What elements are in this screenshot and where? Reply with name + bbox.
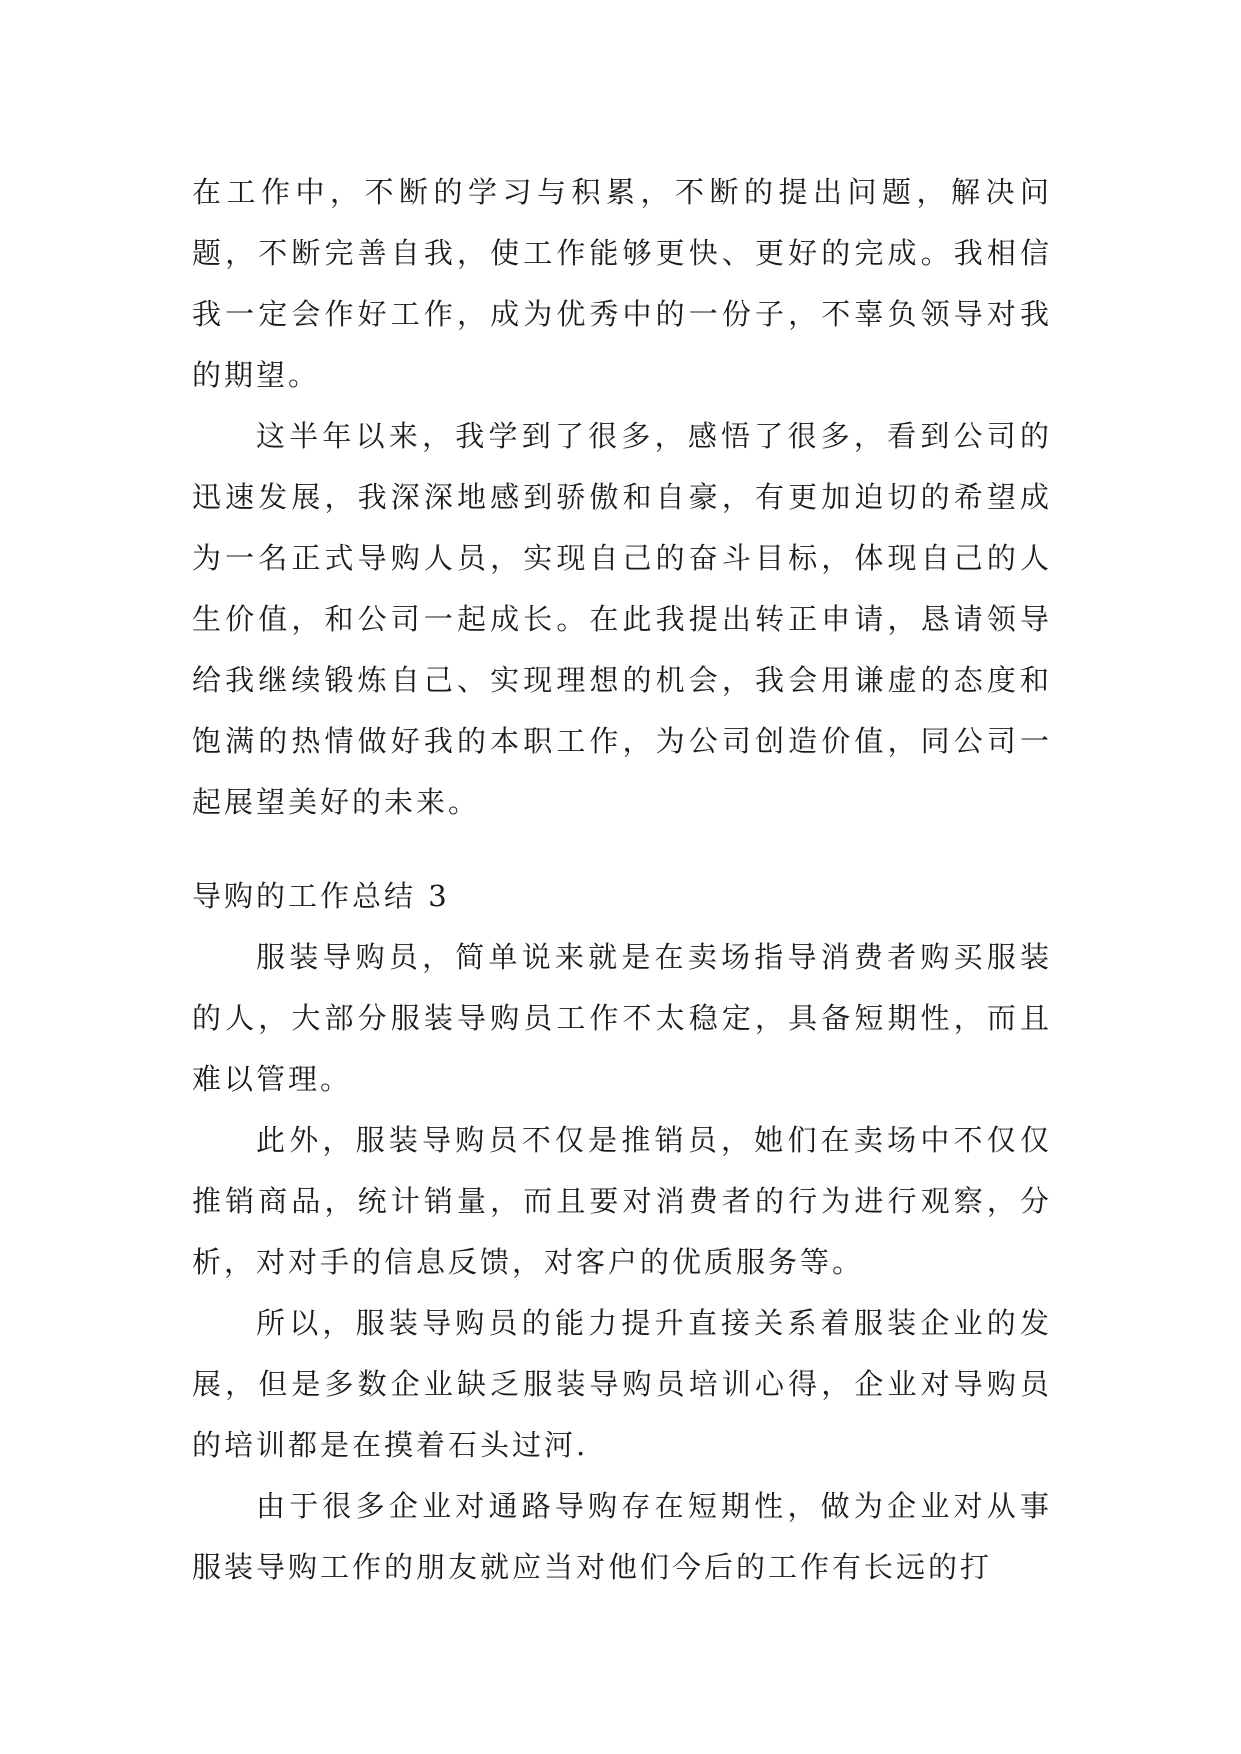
paragraph-definition: 服装导购员，简单说来就是在卖场指导消费者购买服装的人，大部分服装导购员工作不太稳定，具备短期性，而且难以管理。 bbox=[192, 940, 1052, 1096]
document-page bbox=[192, 162, 1052, 1598]
paragraph-long-term: 由于很多企业对通路导购存在短期性，做为企业对从事服装导购工作的朋友就应当对他们今后的工作有长远的打 bbox=[192, 1489, 1052, 1584]
paragraph-duties: 此外，服装导购员不仅是推销员，她们在卖场中不仅仅推销商品，统计销量，而且要对消费者的行为进行观察，分析，对对手的信息反馈，对客户的优质服务等。 bbox=[192, 1123, 1052, 1279]
paragraph-capability: 所以，服装导购员的能力提升直接关系着服装企业的发展，但是多数企业缺乏服装导购员培训心得，企业对导购员的培训都是在摸着石头过河. bbox=[192, 1306, 1052, 1462]
paragraph-half-year-summary: 这半年以来，我学到了很多，感悟了很多，看到公司的迅速发展，我深深地感到骄傲和自豪，有更加迫切的希望成为一名正式导购人员，实现自己的奋斗目标，体现自己的人生价值，和公司一起成长。在此我提出转正申请，恳请领导给我继续锻炼自己、实现理想的机会，我会用谦虚的态度和饱满的热情做好我的本职工作，为公司创造价值，同公司一起展望美好的未来。 bbox=[192, 419, 1052, 819]
paragraph-continuation: 在工作中，不断的学习与积累，不断的提出问题，解决问题，不断完善自我，使工作能够更快、更好的完成。我相信我一定会作好工作，成为优秀中的一份子，不辜负领导对我的期望。 bbox=[192, 175, 1052, 392]
section-heading: 导购的工作总结 3 bbox=[192, 879, 450, 913]
